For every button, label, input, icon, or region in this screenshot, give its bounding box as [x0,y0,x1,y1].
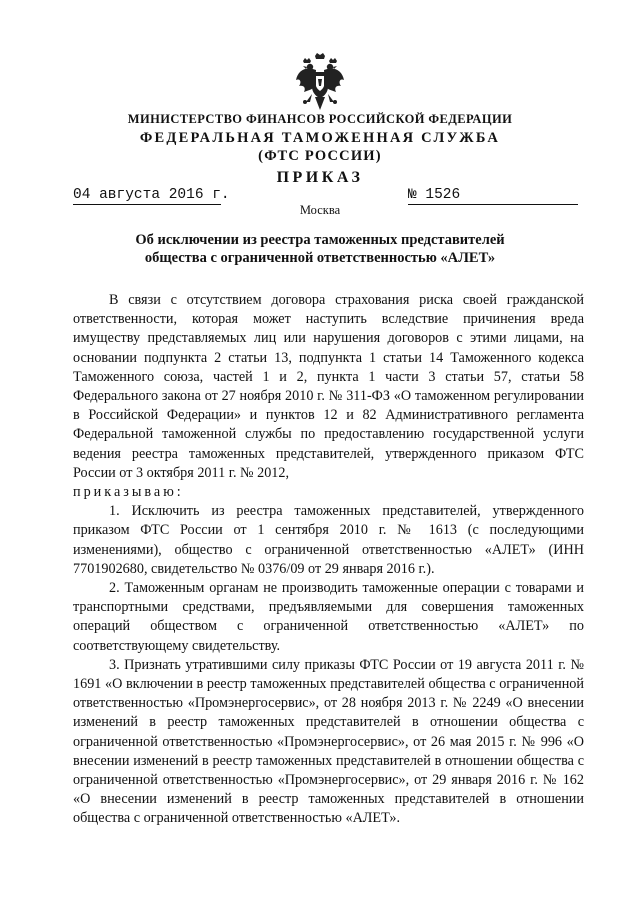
document-body [73,291,584,829]
document-title-line-2: общества с ограниченной ответственностью «АЛЕТ» [144,250,496,266]
order-directive: приказываю: [73,484,184,501]
document-title-line-1: Об исключении из реестра таможенных представителей [135,232,505,248]
order-item-2: 2. Таможенным органам не производить таможенные операции с товарами и транспортными средствами, предъявляемыми для совершения таможенных операций обществом с ограниченной ответственностью «АЛЕТ» по соответствующему свидетельству. [73,580,584,654]
russian-coat-of-arms-icon [294,52,346,112]
order-date: 04 августа 2016 г. [73,187,230,203]
preamble-paragraph: В связи с отсутствием договора страхования риска своей гражданской ответственности, которая может наступить вследствие причинения вреда имуществу представляемых лиц или нарушения договоров с этими лицами, на основании подпункта 2 статьи 13, подпункта 1 статьи 14 Таможенного кодекса Таможенного союза, частей 1 и 2, пункта 1 части 3 статьи 57, статьи 58 Федерального закона от 27 ноября 2010 г. № 311-ФЗ «О таможенном регулировании в Российской Федерации» и пунктов 12 и 82 Административного регламента Федеральной таможенной службы по предоставлению государственной услуги ведения реестра таможенных представителей, утвержденного приказом ФТС России от 3 октября 2011 г. № 2012, [73,292,584,481]
service-abbreviation: (ФТС РОССИИ) [258,148,382,164]
service-name: ФЕДЕРАЛЬНАЯ ТАМОЖЕННАЯ СЛУЖБА [139,130,501,146]
ministry-name: МИНИСТЕРСТВО ФИНАНСОВ РОССИЙСКОЙ ФЕДЕРАЦИИ [127,112,513,126]
order-item-1: 1. Исключить из реестра таможенных представителей, утвержденного приказом ФТС России от 1 сентября 2010 г. № 1613 (с последующими изменениями), общество с ограниченной ответственностью «АЛЕТ» (ИНН 7701902680, свидетельство № 0376/09 от 29 января 2016 г.). [73,503,584,577]
order-item-3: 3. Признать утратившими силу приказы ФТС России от 19 августа 2011 г. № 1691 «О включении в реестр таможенных представителей общества с ограниченной ответственностью «Промэнергосервис», от 28 ноября 2013 г. № 2249 «О внесении изменений в реестр таможенных представителей в отношении общества с ограниченной ответственностью «Промэнергосервис», от 26 мая 2015 г. № 996 «О внесении изменений в реестр таможенных представителей в отношении общества с ограниченной ответственностью «Промэнергосервис», от 29 января 2016 г. № 162 «О внесении изменений в реестр таможенных представителей в отношении общества с ограниченной ответственностью «АЛЕТ». [73,656,584,827]
city: Москва [299,203,341,217]
document-type: ПРИКАЗ [276,169,364,186]
order-number: № 1526 [408,187,578,205]
